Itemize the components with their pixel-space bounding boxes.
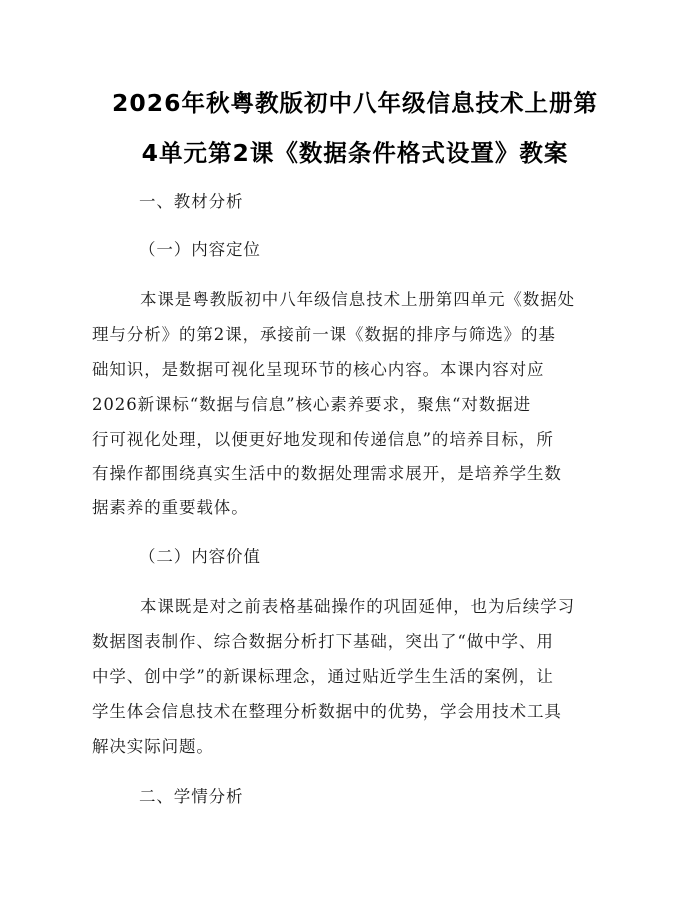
paragraph-line: 解决实际问题。 xyxy=(92,737,214,756)
document-title-line-1: 2026年秋粤教版初中八年级信息技术上册第 xyxy=(112,89,598,117)
paragraph-line: 据素养的重要载体。 xyxy=(92,498,249,517)
section-heading-learner-analysis: 二、学情分析 xyxy=(139,787,244,806)
paragraph-line: 础知识，是数据可视化呈现环节的核心内容。本课内容对应 xyxy=(92,360,545,379)
document-title-line-2: 4单元第2课《数据条件格式设置》教案 xyxy=(141,139,569,167)
paragraph-line: 中学、创中学”的新课标理念，通过贴近学生生活的案例，让 xyxy=(92,667,554,686)
paragraph-line: 本课既是对之前表格基础操作的巩固延伸，也为后续学习 xyxy=(140,597,575,616)
subsection-heading-content-positioning: （一）内容定位 xyxy=(139,240,261,259)
paragraph-line: 行可视化处理，以便更好地发现和传递信息”的培养目标，所 xyxy=(92,430,554,449)
section-heading-textbook-analysis: 一、教材分析 xyxy=(139,192,244,211)
paragraph-line: 有操作都围绕真实生活中的数据处理需求展开，是培养学生数 xyxy=(92,464,562,483)
paragraph-line: 理与分析》的第2课，承接前一课《数据的排序与筛选》的基 xyxy=(92,325,556,344)
paragraph-line: 2026新课标“数据与信息”核心素养要求，聚焦“对数据进 xyxy=(92,395,531,414)
subsection-heading-content-value: （二）内容价值 xyxy=(139,547,261,566)
paragraph-line: 本课是粤教版初中八年级信息技术上册第四单元《数据处 xyxy=(140,290,575,309)
paragraph-line: 数据图表制作、综合数据分析打下基础，突出了“做中学、用 xyxy=(92,632,554,651)
paragraph-line: 学生体会信息技术在整理分析数据中的优势，学会用技术工具 xyxy=(92,702,562,721)
